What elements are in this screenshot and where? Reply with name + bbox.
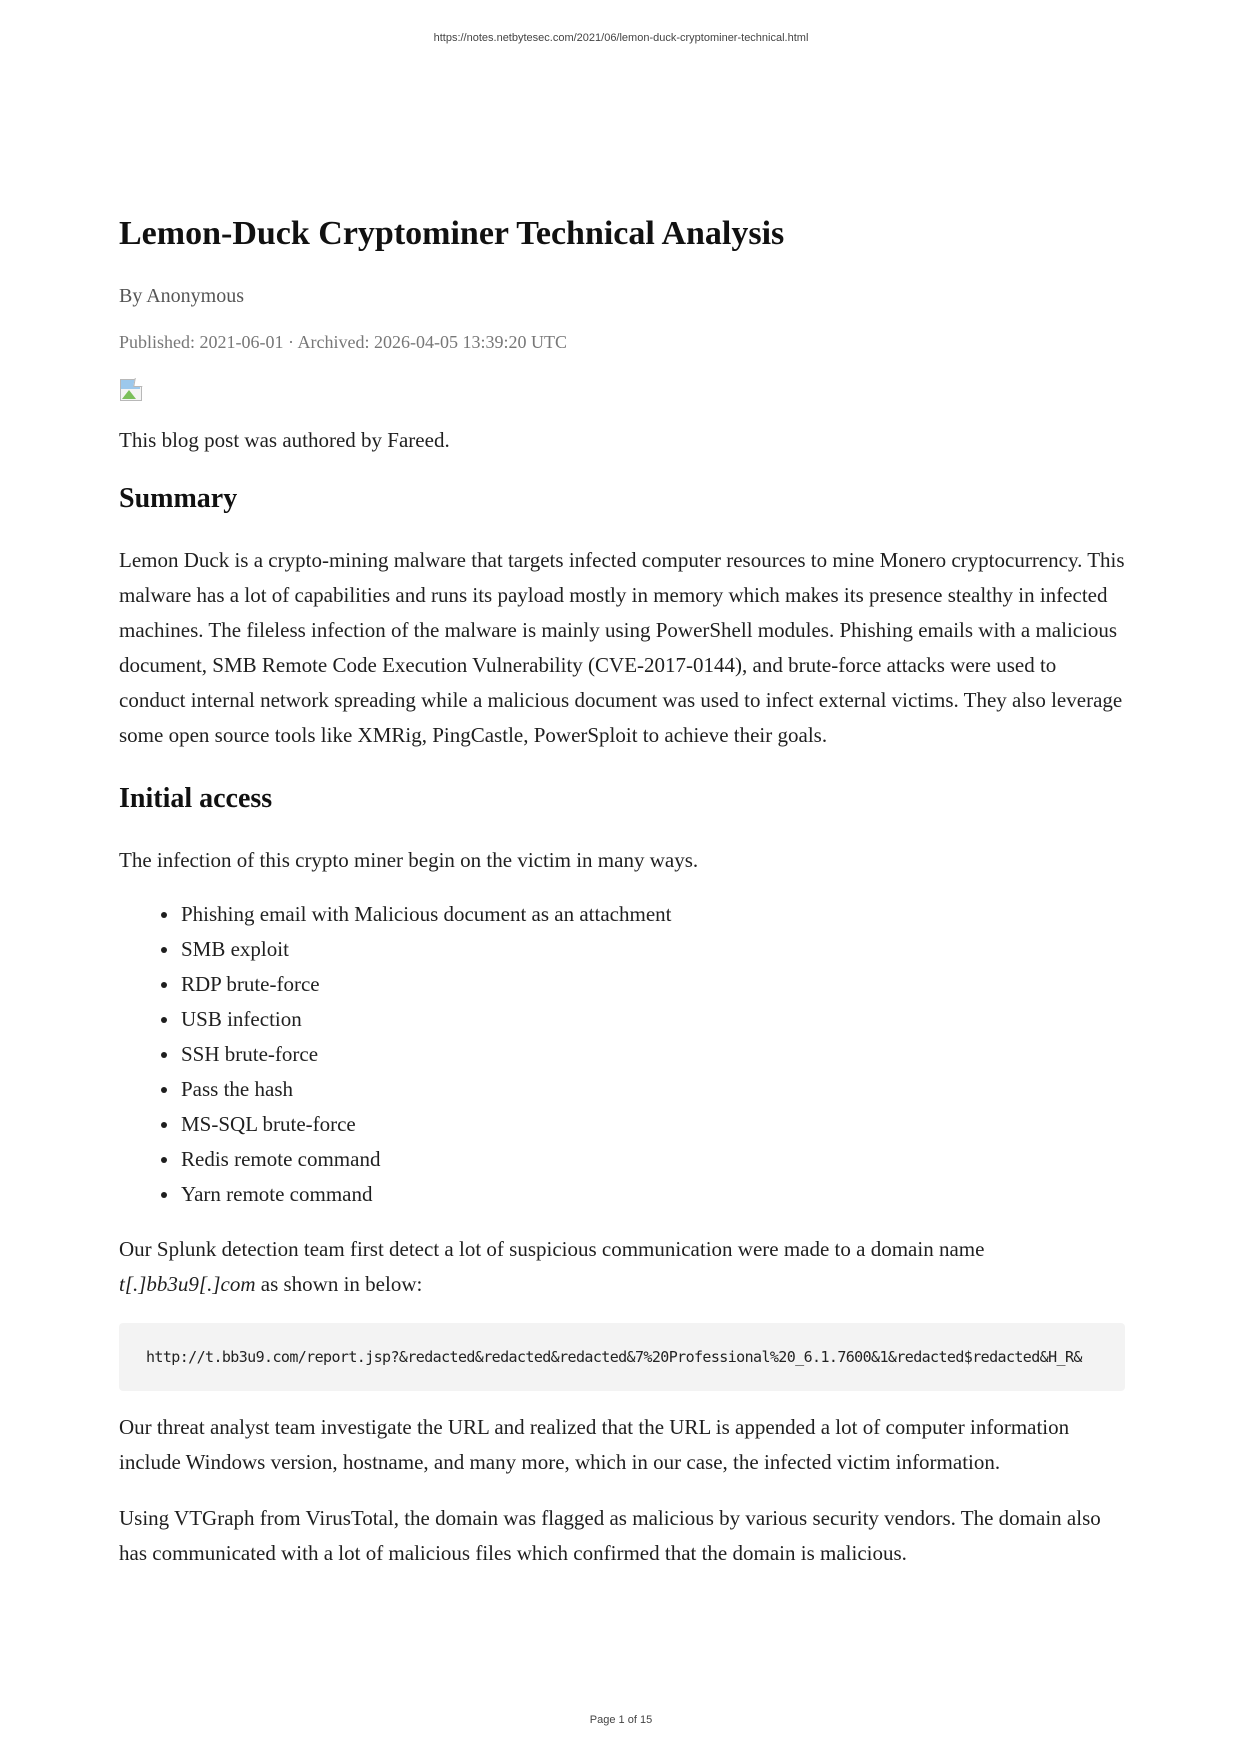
bullet-icon xyxy=(161,1087,167,1093)
article-byline: By Anonymous xyxy=(119,285,245,307)
article xyxy=(119,212,1125,1571)
article-title: Lemon-Duck Cryptominer Technical Analysis xyxy=(119,215,785,252)
list-item: Redis remote command xyxy=(181,1142,1125,1177)
domain-name: t[.]bb3u9[.]com xyxy=(119,1272,256,1296)
list-item: Phishing email with Malicious document as an attachment xyxy=(181,897,1125,932)
list-item: USB infection xyxy=(181,1002,1125,1037)
summary-heading: Summary xyxy=(119,483,238,514)
list-item: RDP brute-force xyxy=(181,967,1125,1002)
infection-intro: The infection of this crypto miner begin on the victim in many ways. xyxy=(119,848,699,872)
splunk-paragraph: Our Splunk detection team first detect a lot of suspicious communication were made to a domain name t[.]bb3u9[.]com as shown in below: xyxy=(119,1237,985,1296)
bullet-icon xyxy=(161,912,167,918)
vtgraph-paragraph: Using VTGraph from VirusTotal, the domain was flagged as malicious by various security vendors. The domain also has communicated with a lot of malicious files which confirmed that the domain is malicious. xyxy=(119,1506,1101,1565)
initial-access-heading: Initial access xyxy=(119,783,273,814)
broken-image-icon xyxy=(119,378,143,402)
article-meta: Published: 2021-06-01 · Archived: 2026-04-05 13:39:20 UTC xyxy=(119,332,567,352)
summary-paragraph: Lemon Duck is a crypto-mining malware that targets infected computer resources to mine Monero cryptocurrency. This malware has a lot of capabilities and runs its payload mostly in memory which makes its presence stealthy in infected machines. The fileless infection of the malware is mainly using PowerShell modules. Phishing emails with a malicious document, SMB Remote Code Execution Vulnerability (CVE-2017-0144), and brute-force attacks were used to conduct internal network spreading while a malicious document was used to infect external victims. They also leverage some open source tools like XMRig, PingCastle, PowerSploit to achieve their goals. xyxy=(119,548,1125,747)
list-item: SMB exploit xyxy=(181,932,1125,967)
list-item: Yarn remote command xyxy=(181,1177,1125,1212)
analyst-paragraph: Our threat analyst team investigate the URL and realized that the URL is appended a lot of computer information include Windows version, hostname, and many more, which in our case, the infected victim information. xyxy=(119,1415,1070,1474)
bullet-icon xyxy=(161,1052,167,1058)
list-item: Pass the hash xyxy=(181,1072,1125,1107)
bullet-icon xyxy=(161,1157,167,1163)
code-block[interactable] xyxy=(119,1323,1125,1391)
code-snippet: http://t.bb3u9.com/report.jsp?&redacted&redacted&redacted&7%20Professional%20_6.1.7600&1&redacted$redacted&H_R& xyxy=(146,1348,1082,1366)
page-footer: Page 1 of 15 xyxy=(589,1714,653,1726)
bullet-icon xyxy=(161,1122,167,1128)
bullet-icon xyxy=(161,1192,167,1198)
bullet-icon xyxy=(161,982,167,988)
bullet-icon xyxy=(161,1017,167,1023)
author-note: This blog post was authored by Fareed. xyxy=(119,428,450,452)
infection-methods-list xyxy=(119,897,1125,1212)
bullet-icon xyxy=(161,947,167,953)
list-item: MS-SQL brute-force xyxy=(181,1107,1125,1142)
page-url-header: https://notes.netbytesec.com/2021/06/lemon-duck-cryptominer-technical.html xyxy=(433,32,809,44)
list-item: SSH brute-force xyxy=(181,1037,1125,1072)
